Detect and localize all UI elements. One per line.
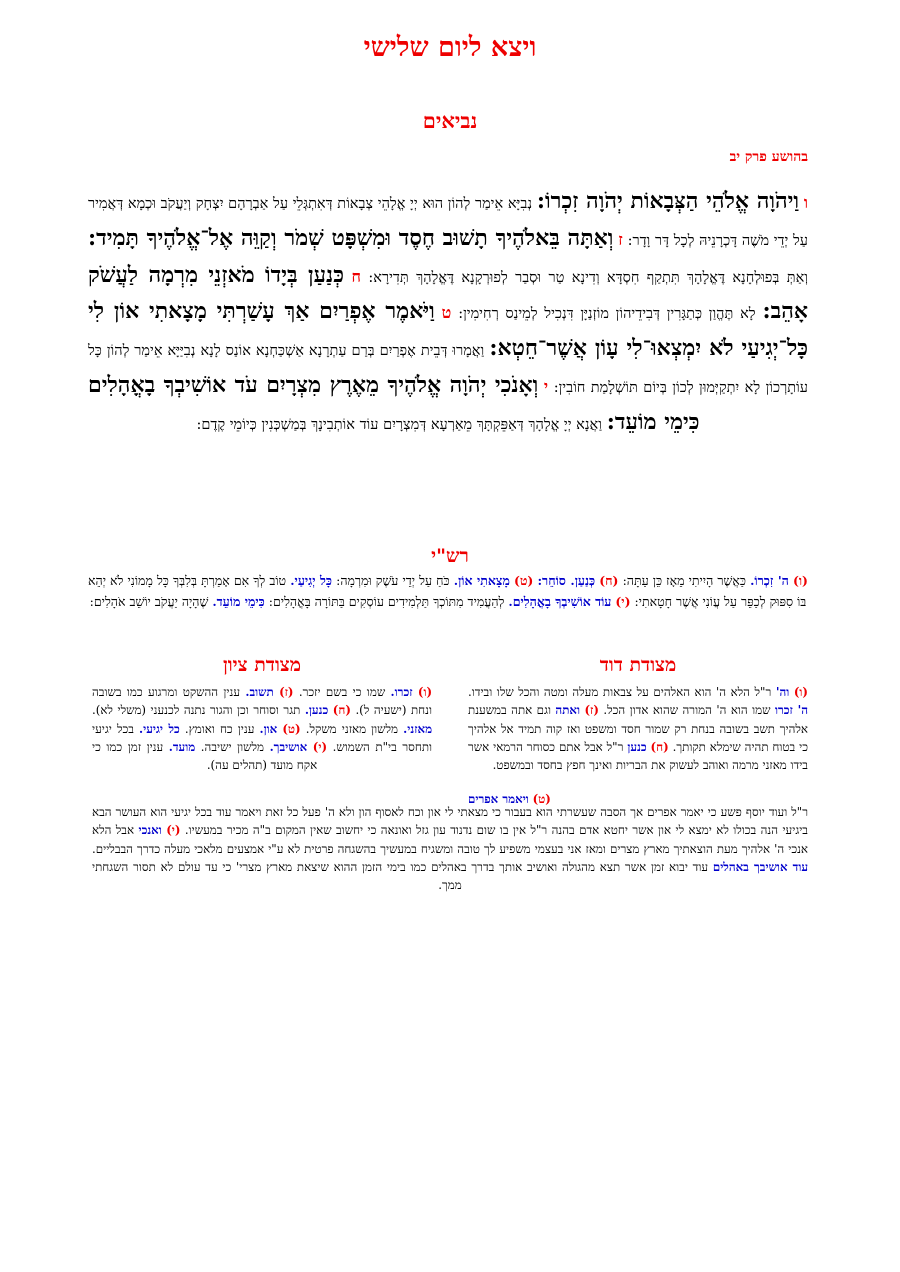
- metzudat-david-title: מצודת דוד: [599, 654, 677, 676]
- comment-text: כַּאֲשֶׁר הָיִיתִי מֵאָז כֵּן עַתָּה:: [622, 573, 746, 588]
- verse-text: כְּנַעַן בְּיָדוֹ מֹאזְנֵי מִרְמָה לַעֲשֹׁק אָהֵב:: [88, 261, 808, 325]
- verse-number: י: [543, 376, 549, 396]
- comment-number: (ט): [532, 792, 551, 806]
- dibur-hamatchil: ואנכי: [138, 823, 162, 838]
- comment-text: בכל יגיעי ותחסר בי"ת השמוש.: [92, 721, 433, 754]
- dibur-hamatchil: עוד אושיבך באהלים: [712, 859, 809, 874]
- comment-text: לְהַעֲמִיד מִתּוֹכְךָ תַּלְמִידִים עוֹסְקִים בַּתּוֹרָה בָּאֳהָלִים:: [268, 594, 505, 609]
- comment-number: (ח): [599, 573, 619, 588]
- dibur-hamatchil: כִּימֵי מוֹעֵד.: [212, 594, 265, 609]
- comment-text: שֶׁהָיָה יַעֲקֹב יוֹשֵׁב אֹהָלִים:: [89, 594, 209, 609]
- targum-text: וַאֲמָרוּ דְּבֵית אֶפְרַיִם בְּרַם עַתְרָנָא אַשְׁכַּחְנָא אוֹנַס לָנָא נְבִיַּיָּא אֵימַר לְהוֹן כָּל עוֹתָרְכוֹן לָא יִתְקַיְּמוּן לְכוֹן בְּיוֹם תּוֹשְׁלָמַת חוֹבִין:: [88, 343, 808, 396]
- dibur-hamatchil: און.: [259, 721, 278, 736]
- comment-text: שמו כי בשם יזכר.: [298, 685, 386, 699]
- verse-text: וְאַתָּה בֵּאלֹהֶיךָ תָשׁוּב חֶסֶד וּמִשְׁפָּט שְׁמֹר וְקַוֵּה אֶל־אֱלֹהֶיךָ תָּמִיד:: [88, 224, 614, 251]
- verse-text: וַיהֹוָה אֱלֹהֵי הַצְּבָאוֹת יְהֹוָה זִכְרוֹ:: [536, 188, 800, 214]
- dibur-hamatchil: ה' זִכְרוֹ.: [750, 573, 789, 588]
- comment-number: (י): [312, 739, 328, 754]
- comment-number: (י): [615, 594, 631, 609]
- comment-text: ענין כח ואומץ.: [184, 721, 255, 736]
- comment-text: וגם אתה במשענת אלהיך תשב בשובה בנחת רק שמור חסד ומשפט ואז קוה תמיד אל אלהיך כי בטוח תהיה שימלא תקותך.: [468, 703, 809, 754]
- dibur-hamatchil: עוֹד אוֹשִׁיבְךָ בָאֳהָלִים.: [508, 594, 612, 609]
- dibur-hamatchil: זכרו.: [390, 685, 413, 699]
- comment-text: תגר וסוחר וכן והגור נתנה לכנעני (משלי לא).: [92, 703, 301, 718]
- verse-number: ו: [803, 193, 808, 212]
- dibur-hamatchil: ויאמר אפרים: [468, 792, 529, 806]
- comment-text: שמו הוא ה' המורה שהוא אדון הכל.: [603, 703, 771, 718]
- comment-text: ר"ל אבל אתם כסוחר הרמאי אשר בידו מאזני מרמה ואוהב לעשוק את הבריות ואינך חפץ בחסד ובמשפט.: [468, 739, 808, 773]
- dibur-hamatchil: כנען.: [304, 703, 329, 718]
- comment-text: ענין ההשקט ומרגוע כמו בשובה ונחת (ישעיה ל).: [92, 685, 432, 718]
- dibur-hamatchil: כל יגיעי.: [139, 721, 180, 736]
- comment-text: ענין זמן כמו כי אקח מועד (תהלים עה).: [92, 739, 318, 773]
- page-title: ויצא ליום שלישי: [363, 32, 537, 63]
- section-title: נביאים: [422, 108, 478, 133]
- comment-text: ר"ל הלא ה' הוא האלהים על צבאות מעלה ומטה והכל שלו ובידו.: [468, 685, 772, 699]
- dibur-hamatchil: מועד.: [168, 739, 196, 754]
- comment-number: (ז): [584, 703, 599, 718]
- comment-text: ר"ל ועוד יוסף פשע כי יאמר אפרים אך הסבה שעשרתי הוא בעבור כי מצאתי לי און וכח לאסוף הון ולא ה' פעל כל זאת ויאמר עוד בכל יגיעי הוא העושר הבא ביגיעי הנה בכולו לא ימצא לי און אשר יחטא אדם בהנה ר"ל אין בו שום נדנוד עון גזל ואונאה כי יחשוב שאין המקום ב"ה מכיר במעשיו.: [92, 805, 808, 838]
- metzudat-david-continued: [92, 803, 808, 894]
- rashi-commentary: [88, 570, 808, 612]
- comment-number: (ח): [332, 703, 351, 718]
- verse-text: וְאָנֹכִי יְהֹוָה אֱלֹהֶיךָ מֵאֶרֶץ מִצְרָיִם עֹד אוֹשִׁיבְךָ בָאֳהָלִים כִּימֵי מוֹעֵד:: [88, 371, 700, 435]
- comment-number: (ו): [417, 685, 433, 699]
- verse-number: ז: [618, 229, 623, 249]
- comment-number: (ו): [793, 685, 809, 699]
- comment-number: (ח): [650, 739, 669, 754]
- targum-text: לָא תֶּהֱוַן כְּתַגָּרִין דְּבִידֵיהוֹן מוֹזְנַיָּן דִּנְכִיל לְמֵינַס רְחִימִין:: [458, 306, 756, 323]
- chapter-reference: בהושע פרק יב: [729, 149, 808, 165]
- dibur-hamatchil: תשוב.: [245, 685, 274, 699]
- comment-number: (ט): [282, 721, 301, 736]
- metzudat-david-column: [468, 683, 808, 774]
- dibur-hamatchil: ה' זכרו: [774, 703, 809, 718]
- dibur-hamatchil: כנען: [627, 739, 647, 754]
- dibur-hamatchil: וה': [775, 685, 790, 699]
- comment-number: (ז): [279, 685, 294, 699]
- rashi-title: רש"י: [431, 545, 469, 567]
- verse-number: ח: [351, 266, 361, 286]
- dibur-hamatchil: כְּנַעַן. סוֹחֵר:: [537, 573, 596, 588]
- comment-text: עוד יבוא זמן אשר תצא מהגולה ואושיב אותך בדרך באהלים כמו בימי הזמן ההוא שיצאת מארץ מצרי' כי עד עולם לא תסור השגחתי ממך.: [92, 859, 709, 893]
- comment-text: מלשון ישיבה.: [200, 739, 264, 754]
- targum-text: וַאֲנָא יְיָ אֱלָהָךְ דְּאַפֵּקְתָּךְ מֵאַרְעָא דְּמִצְרָיִם עוֹד אוֹתְבִינָךְ בְּמַשְׁכְּנִין כְּיוֹמֵי קֶדֶם:: [196, 416, 602, 433]
- metzudat-tzion-column: [92, 683, 432, 774]
- comment-text: כֹּחַ עַל יְדֵי עֹשֶׁק וּמִרְמָה:: [336, 573, 450, 588]
- dibur-hamatchil: מָצָאתִי אוֹן.: [453, 573, 510, 588]
- comment-number: (ט): [513, 573, 534, 588]
- comment-number: (ו): [792, 573, 808, 588]
- targum-text: וְאַתְּ בְּפוּלְחָנָא דֶּאֱלָהָךְ תִּתְקַף חִסְדָּא וְדִינָא טַר וּסְבַר לְפוּרְקָנָא דֶּאֱלָהָךְ תְּדִירָא:: [368, 269, 808, 286]
- verse-number: ט: [441, 303, 452, 323]
- dibur-hamatchil: ואתה: [555, 703, 580, 718]
- comment-text: אבל הלא אנכי ה' אלהיך מעת הוצאתיך מארץ מצרים ומאז אני בעצמי משפיע לך טובה ומשגיח במעשיך בהשגחה פרטית לא ע"י אמצעים מלאכי מעלה כדרך הבבליים.: [92, 823, 809, 856]
- dibur-hamatchil: כָּל יְגִיעַי.: [290, 573, 333, 588]
- metzudat-tzion-title: מצודת ציון: [222, 654, 302, 676]
- comment-text: מלשון מאזני משקל.: [305, 721, 399, 736]
- main-text: [88, 185, 808, 443]
- dibur-hamatchil: מאזני.: [403, 721, 433, 736]
- comment-text: טוֹב לְךָ אִם אָמַרְתָּ בְּלִבְּךָ כָּל מָמוֹנִי לֹא יְהֵא בּוֹ סִפּוּק לְכַפֵּר עַל עֲוֹנִי אֲשֶׁר חָטָאתִי:: [88, 573, 807, 609]
- targum-text: נְבִיָּא אֵימַר לְהוֹן הוּא יְיָ אֱלָהֵי צְבָאוֹת דְּאִתְגְּלֵי עַל אַבְרָהָם יִצְחָק וְיַעֲקֹב וּכְמָא דְּאֲמִיר עַל יְדֵי מֹשֶׁה דָּכְרָנֵיהּ לְכָל דָּר וָדָר:: [88, 196, 808, 249]
- comment-number: (י): [166, 823, 181, 838]
- verse-text: וַיֹּאמֶר אֶפְרַיִם אַךְ עָשַׁרְתִּי מָצָאתִי אוֹן לִי כָּל־יְגִיעַי לֹא יִמְצְאוּ־לִי עָוֹן אֲשֶׁר־חֵטְא:: [88, 298, 809, 362]
- dibur-hamatchil: אושיבך.: [269, 739, 308, 754]
